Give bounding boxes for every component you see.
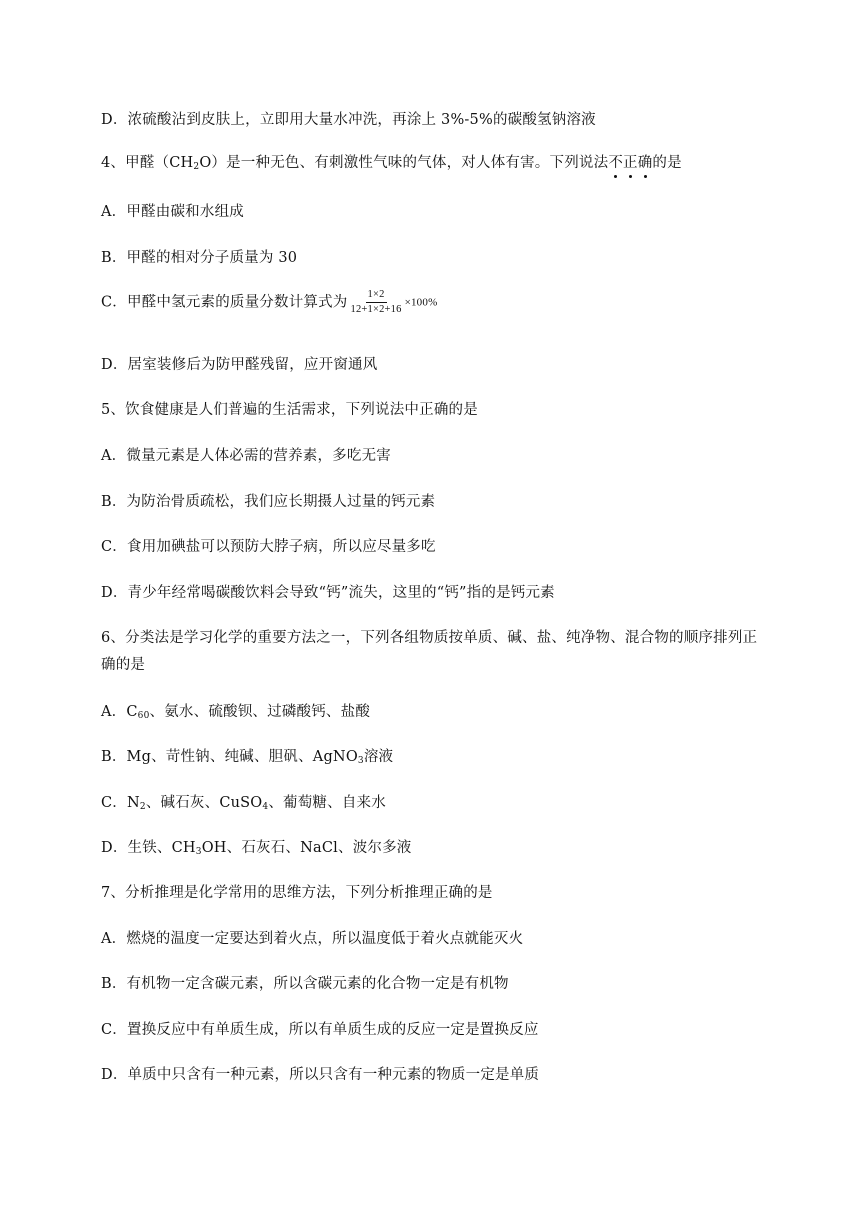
question-5-stem: 5、饮食健康是人们普遍的生活需求，下列说法中正确的是 bbox=[101, 402, 478, 418]
question-7-option-d: D．单质中只含有一种元素，所以只含有一种元素的物质一定是单质 bbox=[101, 1067, 540, 1083]
question-5-option-a: A．微量元素是人体必需的营养素，多吃无害 bbox=[101, 448, 391, 464]
question-6-stem-line-2: 确的是 bbox=[101, 657, 146, 673]
question-7-option-b: B．有机物一定含碳元素，所以含碳元素的化合物一定是有机物 bbox=[101, 976, 509, 992]
emphasis-dot-char: 确 bbox=[638, 151, 653, 172]
mass-fraction-formula: $\frac{1\times 2}{12+1\times 2+16}$ bbox=[350, 289, 402, 316]
question-4-option-d: D．居室装修后为防甲醛残留，应开窗通风 bbox=[101, 357, 378, 373]
question-6-option-a: A．$C_{60}$、氨水、硫酸钡、过磷酸钙、盐酸 bbox=[101, 704, 371, 721]
question-6-option-b: B．Mg、苛性钠、纯碱、胆矾、AgNO$_3$溶液 bbox=[101, 749, 394, 766]
emphasis-dot-char: 不 bbox=[608, 151, 623, 172]
question-3-option-d: D．浓硫酸沾到皮肤上，立即用大量水冲洗，再涂上 3%-5%的碳酸氢钠溶液 bbox=[101, 112, 596, 128]
question-5-option-d: D．青少年经常喝碳酸饮料会导致“钙”流失，这里的“钙”指的是钙元素 bbox=[101, 585, 555, 601]
question-7-option-a: A．燃烧的温度一定要达到着火点，所以温度低于着火点就能灭火 bbox=[101, 931, 524, 947]
question-5-option-b: B．为防治骨质疏松，我们应长期摄人过量的钙元素 bbox=[101, 494, 436, 510]
emphasis-dot-char: 正 bbox=[623, 151, 638, 172]
question-6-option-c: C．$N_2$、碱石灰、CuSO$_4$、葡萄糖、自来水 bbox=[101, 795, 386, 812]
question-4-option-b: B．甲醛的相对分子质量为 30 bbox=[101, 250, 298, 266]
question-7-option-c: C．置换反应中有单质生成，所以有单质生成的反应一定是置换反应 bbox=[101, 1022, 539, 1038]
question-5-option-c: C．食用加碘盐可以预防大脖子病，所以应尽量多吃 bbox=[101, 539, 436, 555]
question-4-stem: 4、甲醛$(CH_2O)$是一种无色、有刺激性气味的气体，对人体有害。下列说法不正确的是 bbox=[101, 151, 682, 172]
question-7-stem: 7、分析推理是化学常用的思维方法，下列分析推理正确的是 bbox=[101, 885, 493, 901]
question-4-option-c: C．甲醛中氢元素的质量分数计算式为 $\frac{1\times 2}{12+1\times 2+16}$ ×100% bbox=[101, 289, 438, 316]
question-6-option-d: D．生铁、$CH_3OH$、石灰石、NaCl、波尔多液 bbox=[101, 840, 412, 857]
question-4-option-a: A．甲醛由碳和水组成 bbox=[101, 204, 244, 220]
question-6-stem-line-1: 6、分类法是学习化学的重要方法之一，下列各组物质按单质、碱、盐、纯净物、混合物的顺序排列正 bbox=[101, 630, 758, 646]
